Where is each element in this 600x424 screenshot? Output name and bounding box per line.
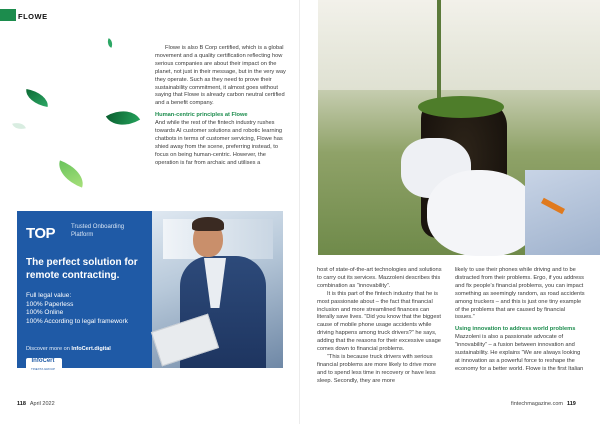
paragraph: “This is because truck drivers with serious financial problems are more likely to drive more and to spend less time in recovery or have less sleep. Secondly, they are more	[317, 353, 437, 384]
plant-stem	[437, 0, 441, 112]
article-column-right-1	[317, 267, 445, 386]
section-heading: Human-centric principles at Flowe	[155, 112, 248, 119]
article-column-left	[155, 45, 290, 168]
paragraph: likely to use their phones while driving and to be distracted from their problems. Ergo, if you address and fix people’s financial problems, you can impact something as seemingly random, as road accidents among truckers – and this is just one tiny example of the problems that are caused by financial issues.”	[455, 267, 585, 321]
top-logo: TOP	[26, 225, 56, 242]
paragraph: Flowe is also B Corp certified, which is a global movement and a quality certification reflecting how serious companies are about their impact on the planet, not just in their message, but in the very way they operate. Such as they need to prove their sustainability commitment, it almost goes without saying that Flowe is already carbon neutral certified and a benefit company.	[155, 45, 286, 107]
paragraph: And while the rest of the fintech industry rushes towards AI customer solutions and robotic learning chatbots in terms of customer servicing, Flowe has shied away from the scene, preferring instead, to focus on being human-centric. However, the operation is far from archaic and utilises a	[155, 120, 283, 166]
ad-feature-item: Full legal value:	[26, 292, 72, 299]
page-footer-left	[17, 401, 55, 407]
glove-right	[427, 170, 537, 256]
ad-cta-prefix: Discover more on	[26, 346, 72, 352]
ad-person-hair	[192, 217, 224, 231]
brand-name: FLOWE	[18, 12, 48, 21]
brand-rule	[0, 9, 16, 21]
leaf-decoration-icon	[12, 121, 26, 132]
site-url: fintechmagazine.com	[511, 401, 563, 407]
ad-feature-item: 100% According to legal framework	[26, 317, 128, 325]
infocert-logo-tag: TINEXTA GROUP	[30, 367, 56, 371]
article-column-right-2	[455, 267, 585, 374]
section-heading: Using innovation to address world problems	[455, 326, 576, 333]
leaf-decoration-icon	[106, 102, 140, 133]
leaf-decoration-icon	[24, 89, 50, 107]
infocert-logo-name: InfoCert	[31, 358, 55, 364]
photo-background	[318, 0, 600, 90]
top-logo-subtitle: Trusted Onboarding Platform	[71, 224, 125, 238]
leaf-decoration-icon	[54, 160, 88, 187]
paragraph: Mazzoleni is also a passionate advocate of “innovability” – a fusion between innovation and sustainability. He explains “We are always looking at innovation as a powerful force to reshape the economy for a better world. Flowe is the first Italian	[455, 334, 584, 372]
ad-feature-item: 100% Online	[26, 309, 64, 317]
ad-title: The perfect solution for remote contracting.	[26, 257, 138, 281]
paragraph: host of state-of-the-art technologies and solutions to carry out its services. Mazzoleni describes this combination as “innovability”.	[317, 267, 442, 289]
page-number: 119	[566, 401, 576, 407]
page-footer-right	[511, 401, 576, 407]
ad-cta	[26, 346, 111, 352]
ad-feature-item: 100% Paperless	[26, 300, 74, 308]
paragraph: It is this part of the fintech industry that he is most passionate about – the fact that financial inclusion and more streamlined finances can literally save lives. “Did you know that the biggest cause of mobile phone usage accidents while driving happens among truck drivers?” he says, adding that the reasons for their excessive usage comes down to financial problems.	[317, 290, 441, 353]
ad-feature-list	[26, 292, 166, 326]
moss-top	[418, 96, 504, 118]
ad-cta-link[interactable]: InfoCert.digital	[71, 346, 111, 352]
leaf-decoration-icon	[106, 38, 114, 48]
page-number: 118	[17, 401, 26, 407]
issue-date: April 2022	[29, 401, 55, 407]
